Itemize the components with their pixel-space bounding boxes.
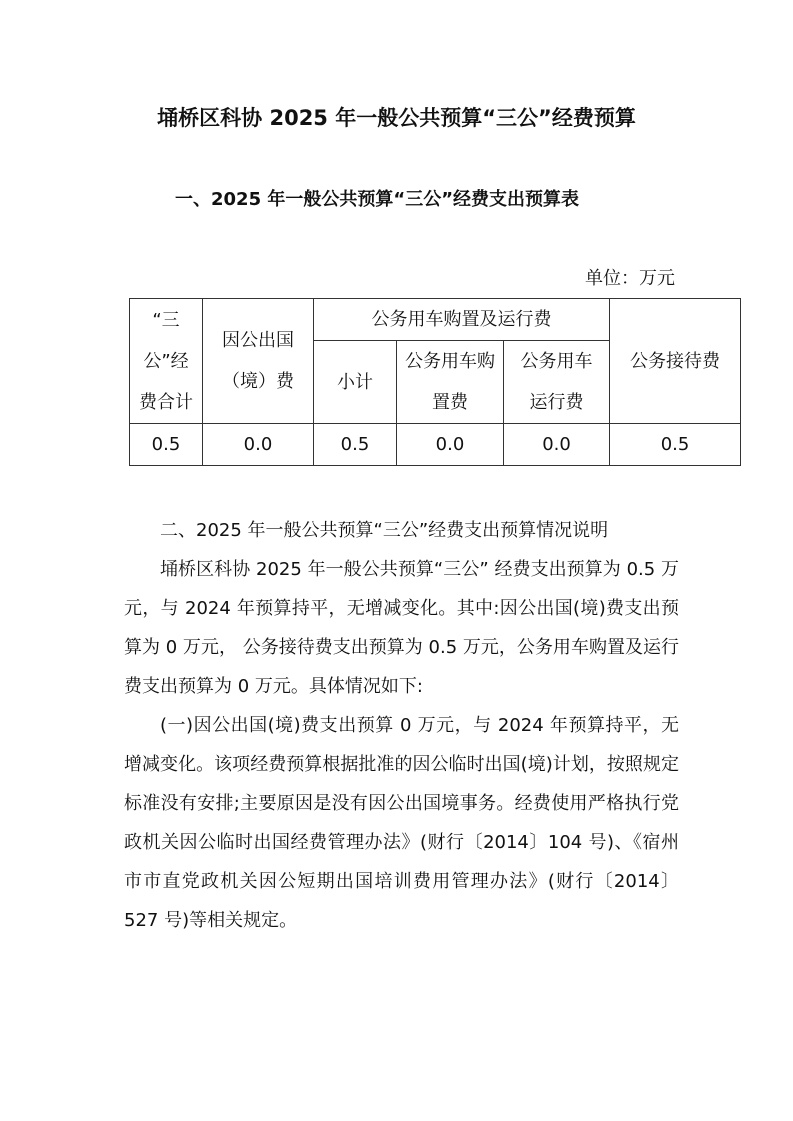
section-1-heading: 一、2025 年一般公共预算“三公”经费支出预算表 <box>175 189 580 210</box>
table-row <box>130 424 741 466</box>
budget-table <box>129 298 741 466</box>
page-title: 埇桥区科协 2025 年一般公共预算“三公”经费预算 <box>157 106 636 130</box>
section-2-paragraph-2: (一)因公出国(境)费支出预算 0 万元，与 2024 年预算持平，无增减变化。该项经费预算根据批准的因公临时出国(境)计划，按照规定标准没有安排;主要原因是没有因公出国境事务。经费使用严格执行党政机关因公临时出国经费管理办法》(财行〔2014〕104 号)、《宿州市市直党政机关因公短期出国培训费用管理办法》(财行〔2014〕527 号)等相关规定。 <box>124 715 679 931</box>
header-vehicle-purchase: 公务用车购置费 <box>397 341 504 424</box>
header-total: “三公”经费合计 <box>130 299 203 424</box>
header-travel-abroad: 因公出国（境）费 <box>203 299 314 424</box>
section-2-paragraph-1: 埇桥区科协 2025 年一般公共预算“三公” 经费支出预算为 0.5 万元，与 2024 年预算持平，无增减变化。其中:因公出国(境)费支出预算为 0 万元， 公务接待费支出预算为 0.5 万元，公务用车购置及运行费支出预算为 0 万元。具体情况如下: <box>124 559 679 697</box>
unit-label: 单位：万元 <box>585 268 675 289</box>
header-vehicle-operation: 公务用车运行费 <box>504 341 610 424</box>
cell-total: 0.5 <box>130 424 203 466</box>
cell-vehicle-operation: 0.0 <box>504 424 610 466</box>
cell-reception: 0.5 <box>610 424 741 466</box>
cell-subtotal: 0.5 <box>314 424 397 466</box>
header-vehicle-group: 公务用车购置及运行费 <box>314 299 610 341</box>
cell-vehicle-purchase: 0.0 <box>397 424 504 466</box>
header-reception: 公务接待费 <box>610 299 741 424</box>
header-subtotal: 小计 <box>314 341 397 424</box>
cell-travel-abroad: 0.0 <box>203 424 314 466</box>
table-header-row-1 <box>130 299 741 341</box>
section-2-heading: 二、2025 年一般公共预算“三公”经费支出预算情况说明 <box>160 520 609 541</box>
section-2 <box>124 511 679 940</box>
